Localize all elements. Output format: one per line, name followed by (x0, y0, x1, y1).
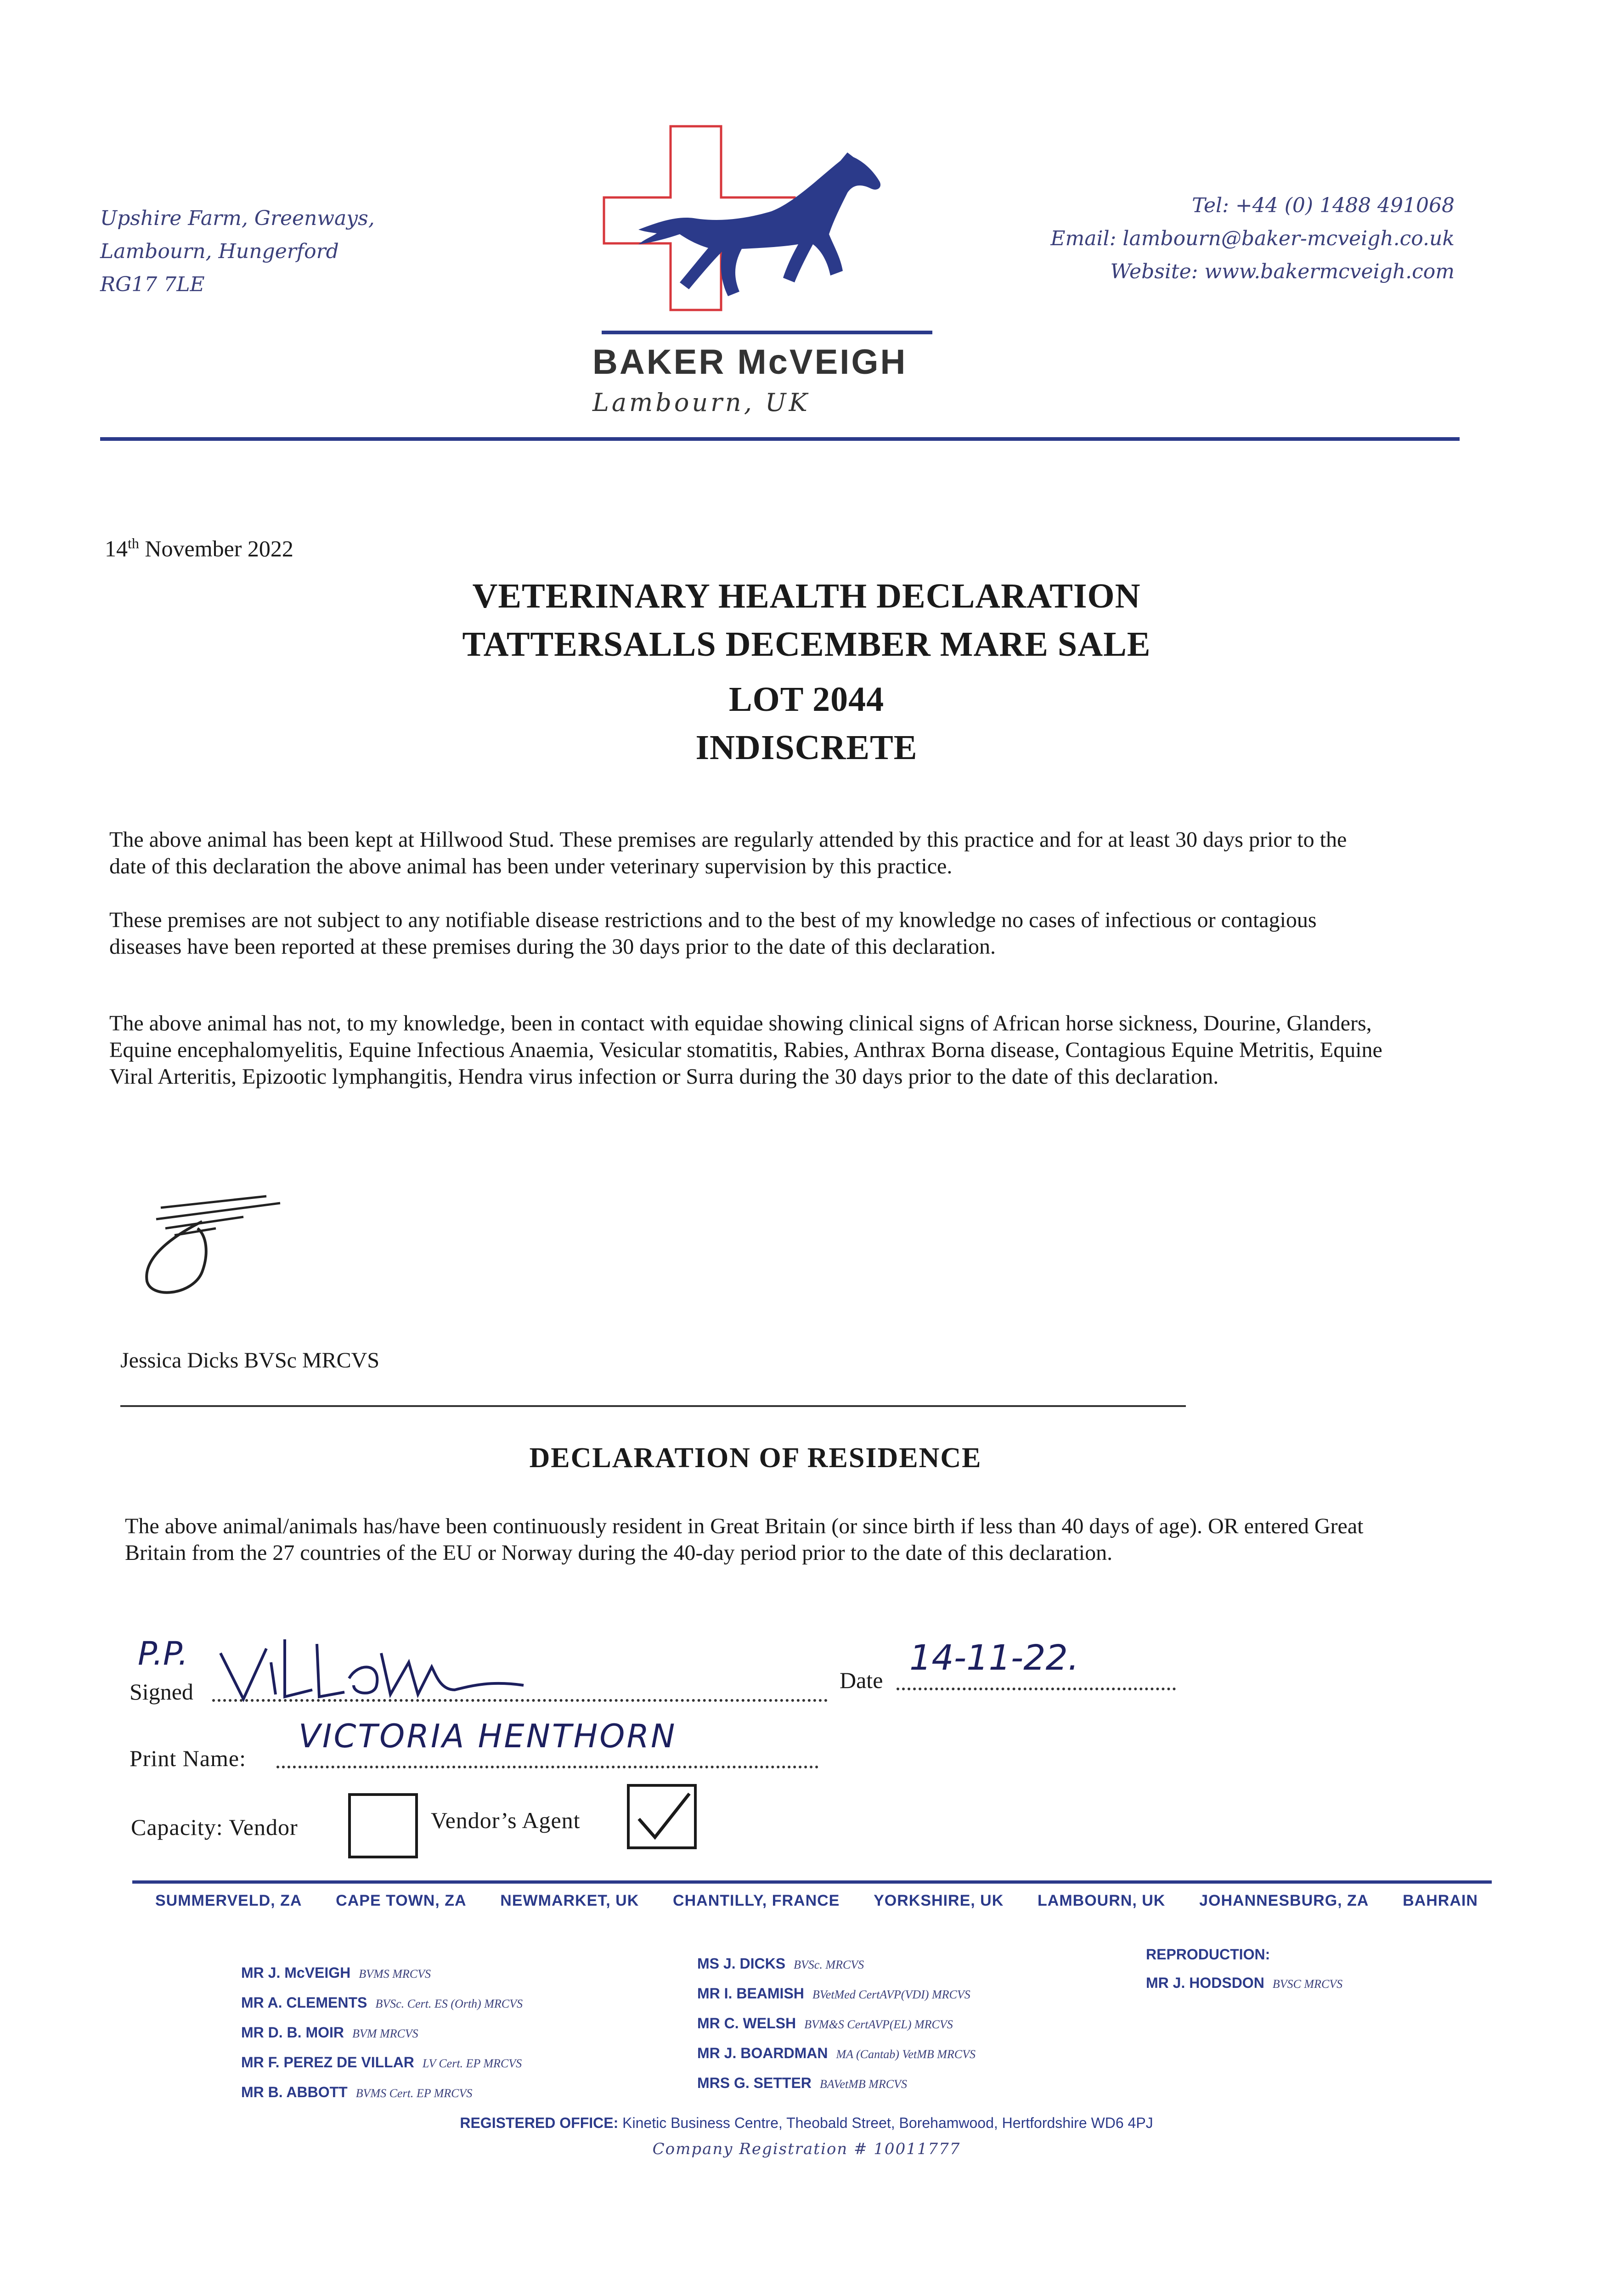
vet-entry (241, 2048, 523, 2078)
date-line (897, 1683, 1176, 1690)
vet-qual: BVSc. Cert. ES (Orth) MRCVS (375, 1997, 523, 2010)
vet-entry (697, 1979, 976, 2009)
capacity-label: Capacity: Vendor (131, 1814, 298, 1840)
vet-qual: LV Cert. EP MRCVS (422, 2057, 522, 2070)
brand-location: Lambourn, UK (592, 388, 810, 417)
vendor-checkbox[interactable] (348, 1793, 418, 1858)
location-item: NEWMARKET, UK (500, 1892, 639, 1909)
contact-phone: Tel: +44 (0) 1488 491068 (1192, 194, 1455, 217)
print-name-handwritten: VICTORIA HENTHORN (299, 1717, 677, 1755)
date-label: Date (840, 1667, 883, 1693)
vet-entry (697, 1949, 976, 1979)
vet-name: MR J. McVEIGH (241, 1964, 351, 1981)
vet-entry (241, 2018, 523, 2048)
contact-email: Email: lambourn@baker-mcveigh.co.uk (1050, 227, 1455, 250)
registered-office (0, 2115, 1613, 2132)
registered-label: REGISTERED OFFICE: (460, 2115, 619, 2131)
location-item: YORKSHIRE, UK (874, 1892, 1004, 1909)
brand-name: BAKER McVEIGH (592, 343, 908, 382)
vet-entry (1146, 1969, 1342, 1998)
vet-name: MR I. BEAMISH (697, 1985, 804, 2002)
vet-name: MR B. ABBOTT (241, 2084, 348, 2100)
location-item: LAMBOURN, UK (1038, 1892, 1166, 1909)
vet-signature (129, 1185, 294, 1304)
title-line-3: LOT 2044 (728, 680, 885, 719)
vet-entry (697, 2069, 976, 2099)
location-item: CAPE TOWN, ZA (336, 1892, 467, 1909)
signed-label: Signed (130, 1679, 193, 1705)
company-registration: Company Registration # 10011777 (652, 2140, 961, 2158)
address-line: Lambourn, Hungerford (100, 240, 339, 263)
location-item: SUMMERVELD, ZA (155, 1892, 302, 1909)
date-day: 14 (105, 535, 128, 562)
registered-address: Kinetic Business Centre, Theobald Street, Borehamwood, Hertfordshire WD6 4PJ (622, 2115, 1153, 2131)
vet-entry (697, 2009, 976, 2039)
reproduction-title: REPRODUCTION: (1146, 1946, 1270, 1963)
pp-mark: P.P. (138, 1635, 188, 1672)
address-line: Upshire Farm, Greenways, (100, 207, 375, 230)
check-mark-icon (630, 1787, 694, 1846)
title-line-1: VETERINARY HEALTH DECLARATION (472, 577, 1141, 615)
print-name-line (276, 1761, 818, 1768)
vet-name: MR A. CLEMENTS (241, 1994, 367, 2011)
vet-entry (241, 2078, 523, 2108)
agent-checkbox[interactable] (627, 1784, 697, 1849)
owner-signature (216, 1635, 528, 1704)
vet-qual: BVMS Cert. EP MRCVS (355, 2087, 473, 2100)
footer-divider (132, 1880, 1492, 1884)
letter-date (105, 535, 293, 562)
date-handwritten: 14-11-22. (909, 1637, 1079, 1678)
vet-name: MS J. DICKS (697, 1955, 786, 1972)
vet-qual: BAVetMB MRCVS (819, 2077, 907, 2091)
vets-column-3 (1146, 1940, 1342, 1998)
vets-column-1 (241, 1958, 523, 2108)
location-item: CHANTILLY, FRANCE (673, 1892, 840, 1909)
location-item: JOHANNESBURG, ZA (1199, 1892, 1369, 1909)
paragraph-3: The above animal has not, to my knowledge, been in contact with equidae showing clinical signs of African horse sickness, Dourine, Glanders, Equine encephalomyelitis, Equine Infectious Anaemia, Vesicular stomatitis, Rabies, Anthrax Borna disease, Contagious Equine Metritis, Equine Viral Arteritis, Epizootic lymphangitis, Hendra virus infection or Surra during the 30 days prior to the date of this declaration. (109, 1011, 1382, 1089)
location-item: BAHRAIN (1403, 1892, 1478, 1909)
footer-locations (155, 1892, 1478, 1910)
letterhead-address (100, 202, 375, 301)
paragraph-2: These premises are not subject to any notifiable disease restrictions and to the best of my knowledge no cases of infectious or contagious diseases have been reported at these premises during the 30 days prior to the date of this declaration. (109, 908, 1317, 959)
vet-name: MR J. BOARDMAN (697, 2045, 828, 2061)
vet-qual: BVM&S CertAVP(EL) MRCVS (804, 2018, 953, 2031)
title-line-4: INDISCRETE (695, 728, 918, 767)
vet-qual: BVMS MRCVS (359, 1967, 431, 1981)
vet-entry (241, 1988, 523, 2018)
title-line-2: TATTERSALLS DECEMBER MARE SALE (462, 625, 1151, 664)
contact-website: Website: www.bakermcveigh.com (1110, 260, 1455, 283)
print-name-label: Print Name: (130, 1745, 247, 1771)
date-rest: November 2022 (145, 535, 293, 562)
logo-icon (602, 124, 932, 340)
vet-qual: BVSC MRCVS (1272, 1977, 1343, 1991)
vet-entry (697, 2039, 976, 2069)
residence-text: The above animal/animals has/have been continuously resident in Great Britain (or since birth if less than 40 days of age). OR entered Great Britain from the 27 countries of the EU or Norway during the 40-day period prior to the date of this declaration. (125, 1514, 1364, 1565)
vet-qual: MA (Cantab) VetMB MRCVS (836, 2048, 976, 2061)
paragraph-1: The above animal has been kept at Hillwood Stud. These premises are regularly attended by this practice and for at least 30 days prior to the date of this declaration the above animal has been under veterinary supervision by this practice. (109, 827, 1347, 878)
date-suffix: th (128, 535, 139, 551)
vet-name: MR F. PEREZ DE VILLAR (241, 2054, 414, 2071)
letterhead-contact (1050, 189, 1455, 288)
vet-signatory-name: Jessica Dicks BVSc MRCVS (120, 1348, 380, 1373)
vets-column-2 (697, 1949, 976, 2099)
vet-qual: BVSc. MRCVS (794, 1958, 864, 1971)
header-divider (100, 437, 1460, 441)
vet-name: MR J. HODSDON (1146, 1975, 1264, 1991)
vet-qual: BVM MRCVS (352, 2027, 418, 2040)
vet-name: MR D. B. MOIR (241, 2024, 344, 2041)
section-divider (120, 1405, 1186, 1407)
residence-heading: DECLARATION OF RESIDENCE (529, 1442, 982, 1474)
vet-name: MR C. WELSH (697, 2015, 796, 2032)
vet-qual: BVetMed CertAVP(VDI) MRCVS (812, 1988, 970, 2001)
agent-label: Vendor’s Agent (431, 1807, 581, 1833)
address-line: RG17 7LE (100, 273, 205, 296)
vet-entry (241, 1958, 523, 1988)
vet-name: MRS G. SETTER (697, 2075, 812, 2091)
